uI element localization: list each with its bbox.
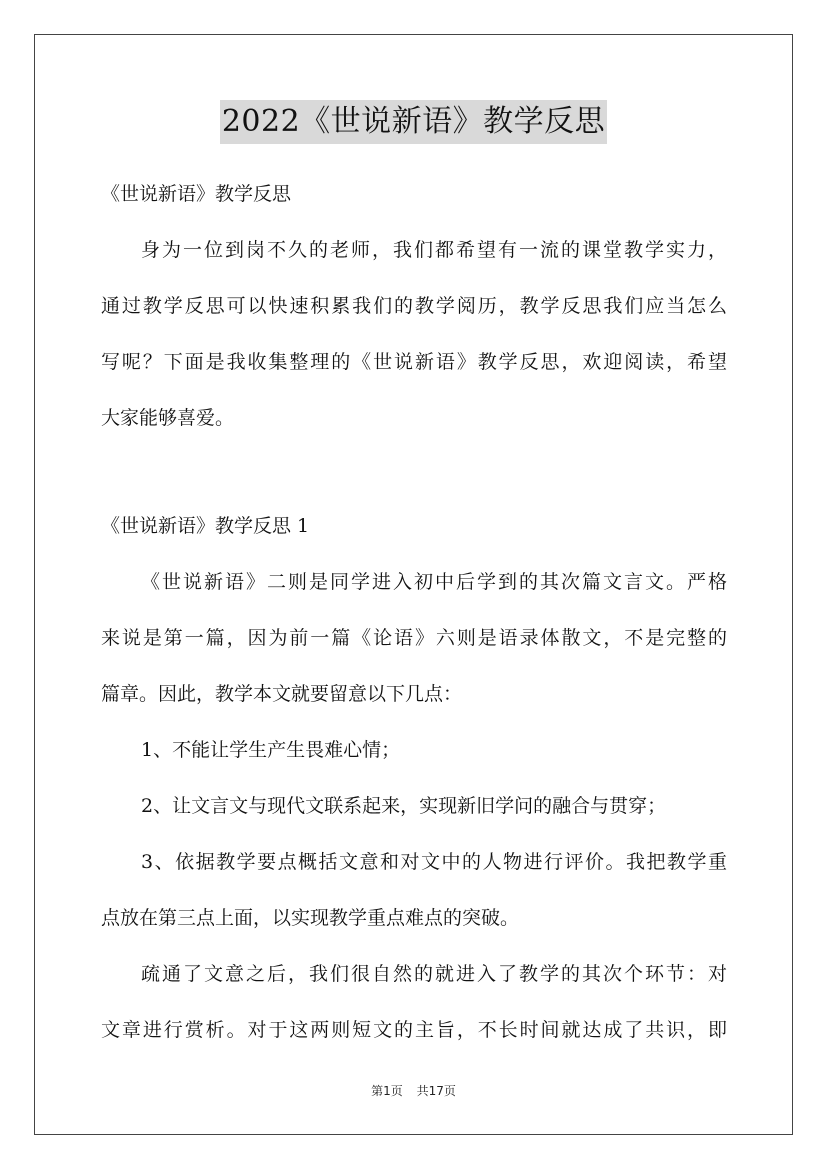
paragraph-line: 《世说新语》二则是同学进入初中后学到的其次篇文言文。严格 <box>141 571 727 593</box>
list-item: 2、让文言文与现代文联系起来，实现新旧学问的融合与贯穿； <box>141 795 667 817</box>
paragraph-spacer <box>101 446 727 498</box>
paragraph-line: 通过教学反思可以快速积累我们的教学阅历，教学反思我们应当怎么 <box>101 295 727 317</box>
section-heading: 《世说新语》教学反思 1 <box>101 515 310 537</box>
title-container <box>0 100 827 144</box>
paragraph-line: 身为一位到岗不久的老师，我们都希望有一流的课堂教学实力， <box>141 239 727 261</box>
paragraph-line: 写呢？下面是我收集整理的《世说新语》教学反思，欢迎阅读，希望 <box>101 351 727 373</box>
paragraph-line: 篇章。因此，教学本文就要留意以下几点： <box>101 683 463 705</box>
paragraph-line: 来说是第一篇，因为前一篇《论语》六则是语录体散文，不是完整的 <box>101 627 727 649</box>
page-number: 第1页 <box>371 1084 403 1098</box>
document-title: 2022《世说新语》教学反思 <box>220 100 607 144</box>
page-footer <box>0 1082 827 1099</box>
page-total: 共17页 <box>416 1084 456 1098</box>
paragraph-line: 文章进行赏析。对于这两则短文的主旨，不长时间就达成了共识，即 <box>101 1019 727 1041</box>
list-item: 3、依据教学要点概括文意和对文中的人物进行评价。我把教学重 <box>141 851 727 873</box>
list-item: 1、不能让学生产生畏难心情； <box>141 739 401 761</box>
paragraph-line: 大家能够喜爱。 <box>101 407 235 429</box>
paragraph-line: 疏通了文意之后，我们很自然的就进入了教学的其次个环节：对 <box>141 963 727 985</box>
document-subtitle: 《世说新语》教学反思 <box>101 183 292 205</box>
paragraph-line: 点放在第三点上面，以实现教学重点难点的突破。 <box>101 907 520 929</box>
document-body <box>101 166 727 1058</box>
